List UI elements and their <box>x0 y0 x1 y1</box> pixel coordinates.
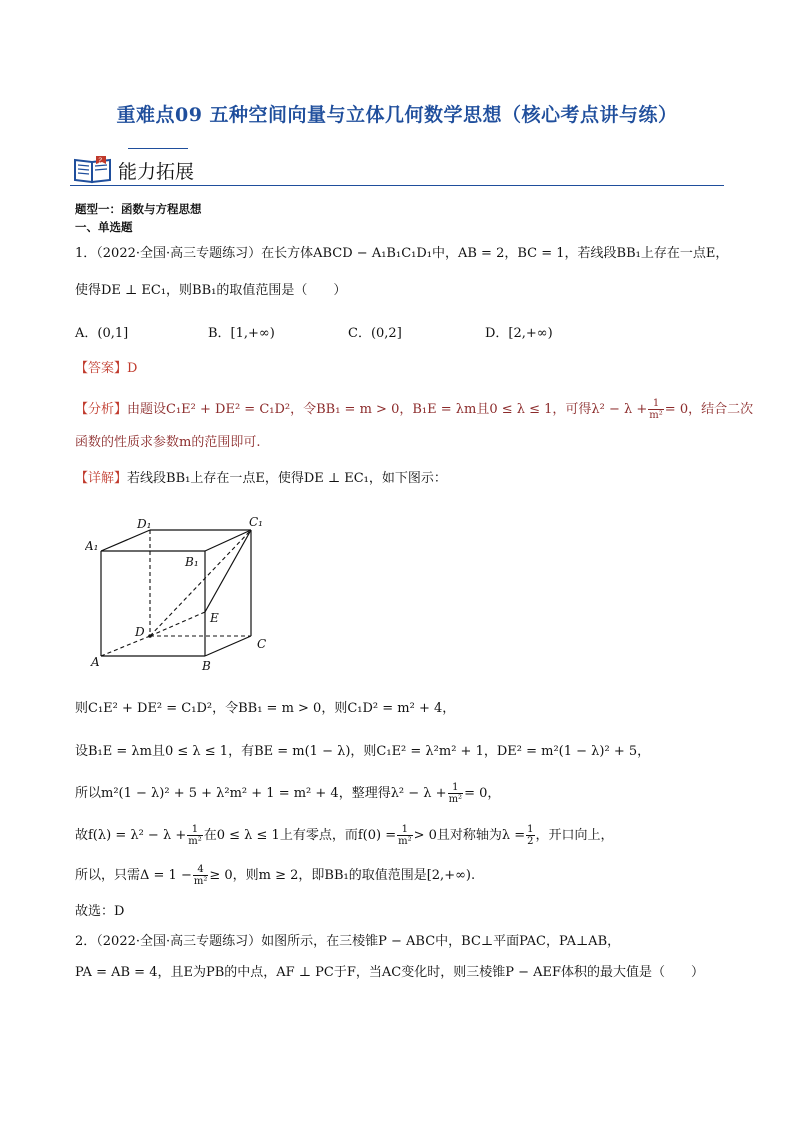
page-title: 重难点09 五种空间向量与立体几何数学思想（核心考点讲与练） <box>116 104 678 126</box>
cuboid-figure <box>85 510 285 675</box>
q1-option-b: B．[1,+∞) <box>208 326 275 341</box>
q1-option-d: D．[2,+∞) <box>485 326 553 341</box>
q1-option-c: C．(0,2] <box>348 326 402 341</box>
label-b1: B₁ <box>185 555 199 569</box>
label-d1: D₁ <box>137 517 152 531</box>
section-label: 能力拓展 <box>118 161 195 183</box>
label-d: D <box>135 625 145 639</box>
q1-stem-line2: 使得DE ⊥ EC₁，则BB₁的取值范围是（ ） <box>75 283 347 298</box>
label-e: E <box>210 611 219 625</box>
label-a1: A₁ <box>85 539 99 553</box>
label-b: B <box>202 659 211 673</box>
q2-stem-line2: PA = AB = 4，且E为PB的中点，AF ⊥ PC于F，当AC变化时，则三棱锥P − AEF体积的最大值是（ ） <box>75 965 705 980</box>
segment-ec1 <box>205 530 251 612</box>
detail-text: 若线段BB₁上存在一点E，使得DE ⊥ EC₁，如下图示： <box>127 471 447 486</box>
q1-stem-line1: 1．（2022·全国·高三专题练习）在长方体ABCD − A₁B₁C₁D₁中，AB = 2，BC = 1，若线段BB₁上存在一点E， <box>75 246 729 261</box>
svg-text:?: ? <box>98 157 102 165</box>
q1-analysis-line2: 函数的性质求参数m的范围即可. <box>75 435 261 450</box>
segment-dc1-hidden <box>150 530 251 636</box>
q1-solution-line3: 所以m²(1 − λ)² + 5 + λ²m² + 1 = m² + 4，整理得λ² − λ + $\frac{1}{\text{m²}}$ = 0， <box>75 782 501 805</box>
detail-tag: 【详解】 <box>75 471 128 486</box>
q1-detail-line1 <box>75 470 447 488</box>
analysis-text-a: 由题设C₁E² + DE² = C₁D²，令BB₁ = m > 0，B₁E = λm且0 ≤ λ ≤ 1，可得λ² − λ + <box>127 402 648 417</box>
edge-cb <box>205 636 251 656</box>
header-top-rule <box>128 148 188 149</box>
q2-stem-line1: 2．（2022·全国·高三专题练习）如图所示，在三棱锥P − ABC中，BC⊥平面PAC，PA⊥AB， <box>75 934 621 949</box>
label-c1: C₁ <box>249 515 263 529</box>
q1-option-a: A．(0,1] <box>75 326 129 341</box>
analysis-tag: 【分析】 <box>75 402 128 417</box>
q1-solution-line2: 设B₁E = λm且0 ≤ λ ≤ 1，有BE = m(1 − λ)，则C₁E² = λ²m² + 1，DE² = m²(1 − λ)² + 5， <box>75 744 651 759</box>
analysis-fraction: $\frac{1}{\text{m²}}$ <box>649 398 663 421</box>
section-header <box>70 148 724 188</box>
q1-analysis-line1 <box>75 398 753 421</box>
point-d <box>148 634 152 638</box>
edge-c1b1 <box>205 530 251 551</box>
q1-conclusion: 故选：D <box>75 904 125 919</box>
q1-solution-line5: 所以，只需Δ = 1 − $\frac{4}{\text{m²}}$ ≥ 0，则m ≥ 2，即BB₁的取值范围是[2,+∞). <box>75 864 476 887</box>
edge-ad-hidden <box>101 636 150 656</box>
sub-heading: 一、单选题 <box>75 220 133 234</box>
q1-solution-line1: 则C₁E² + DE² = C₁D²，令BB₁ = m > 0，则C₁D² = m² + 4， <box>75 701 456 716</box>
label-a: A <box>91 655 100 669</box>
q1-solution-line4: 故f(λ) = λ² − λ + $\frac{1}{\text{m²}}$ 在0 ≤ λ ≤ 1上有零点，而f(0) = $\frac{1}{\text{m²}}$ > 0且对称轴为λ = $\frac{1}{2}$ ，开口向上， <box>75 824 614 847</box>
edge-a1d1 <box>101 530 150 551</box>
q1-answer: 【答案】D <box>75 361 138 376</box>
label-c: C <box>257 637 267 651</box>
book-icon <box>72 154 114 184</box>
analysis-text-b: = 0，结合二次 <box>664 402 754 417</box>
type-heading: 题型一：函数与方程思想 <box>75 202 202 216</box>
header-bottom-rule <box>70 185 724 186</box>
s3-fraction: $\frac{1}{\text{m²}}$ <box>448 782 463 805</box>
segment-de-hidden <box>150 612 205 636</box>
